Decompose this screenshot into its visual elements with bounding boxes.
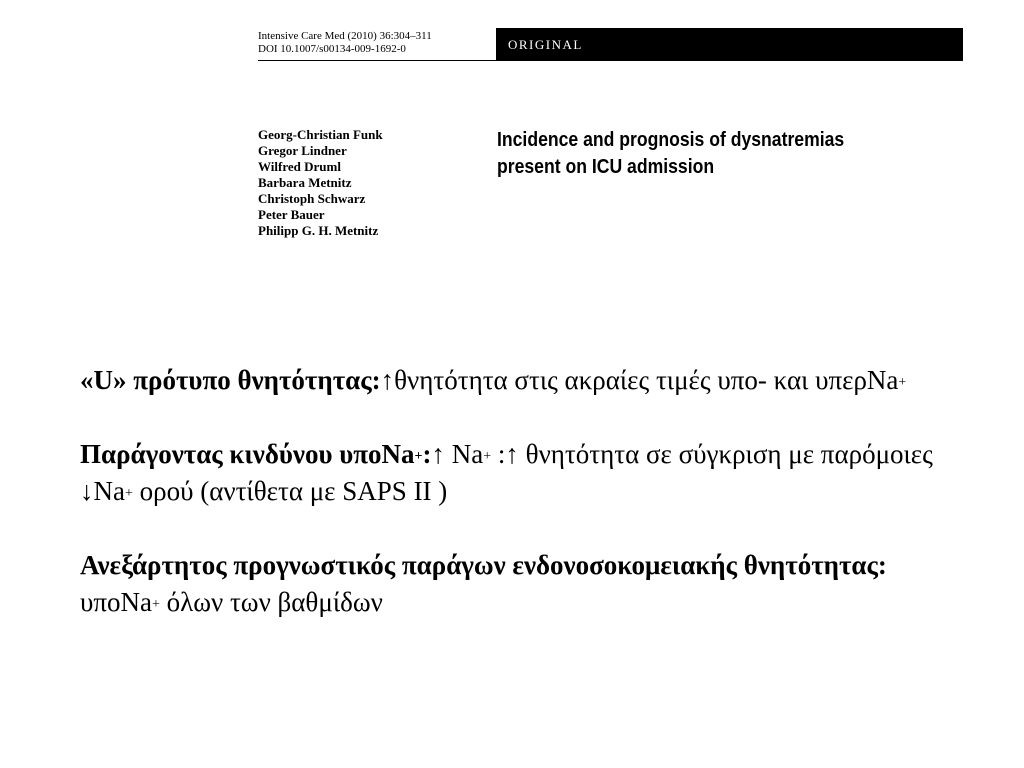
point-heading: «U» πρότυπο θνητότητας: [80, 365, 381, 395]
paper-title-line: Incidence and prognosis of dysnatremias [497, 129, 845, 151]
author-name: Christoph Schwarz [258, 191, 366, 206]
author-name: Philipp G. H. Metnitz [258, 223, 379, 238]
citation-doi: DOI 10.1007/s00134-009-1692-0 [258, 43, 406, 55]
slide-body [80, 362, 960, 658]
paper-title [497, 127, 884, 181]
paper-title-line: present on ICU admission [497, 156, 715, 178]
point-heading: Ανεξάρτητος προγνωστικός παράγων ενδονοσοκομειακής θνητότητας: [80, 550, 887, 580]
point-text: υποNa [80, 587, 152, 617]
point-text: :↑ θνητότητα σε σύγκριση με παρόμοιες ↓Na [80, 439, 933, 506]
point-text: ορού (αντίθετα με SAPS II ) [132, 476, 448, 506]
superscript-plus: + [124, 486, 133, 501]
point-text: όλων των βαθμίδων [159, 587, 383, 617]
point-independent-predictor [80, 547, 960, 621]
citation-journal: Intensive Care Med (2010) 36:304–311 [258, 30, 432, 42]
point-risk-factor [80, 436, 960, 510]
author-name: Barbara Metnitz [258, 175, 352, 190]
superscript-plus: + [483, 449, 492, 464]
author-name: Gregor Lindner [258, 143, 347, 158]
citation-block [258, 30, 432, 56]
point-heading [80, 439, 432, 469]
section-banner [496, 28, 963, 61]
point-text: ↑θνητότητα στις ακραίες τιμές υπο- και υπερNa [380, 365, 899, 395]
section-label: ORIGINAL [508, 37, 583, 52]
author-name: Peter Bauer [258, 207, 325, 222]
superscript-plus: + [151, 597, 160, 612]
author-name: Georg-Christian Funk [258, 127, 383, 142]
point-heading-text: Παράγοντας κινδύνου υποNa [80, 439, 415, 469]
header-divider [258, 60, 496, 61]
point-heading-colon: : [422, 439, 432, 469]
superscript-plus: + [414, 449, 423, 464]
author-name: Wilfred Druml [258, 159, 341, 174]
superscript-plus: + [898, 375, 907, 390]
author-list [258, 127, 383, 239]
point-text: ↑ Na [431, 439, 484, 469]
point-u-mortality [80, 362, 960, 399]
